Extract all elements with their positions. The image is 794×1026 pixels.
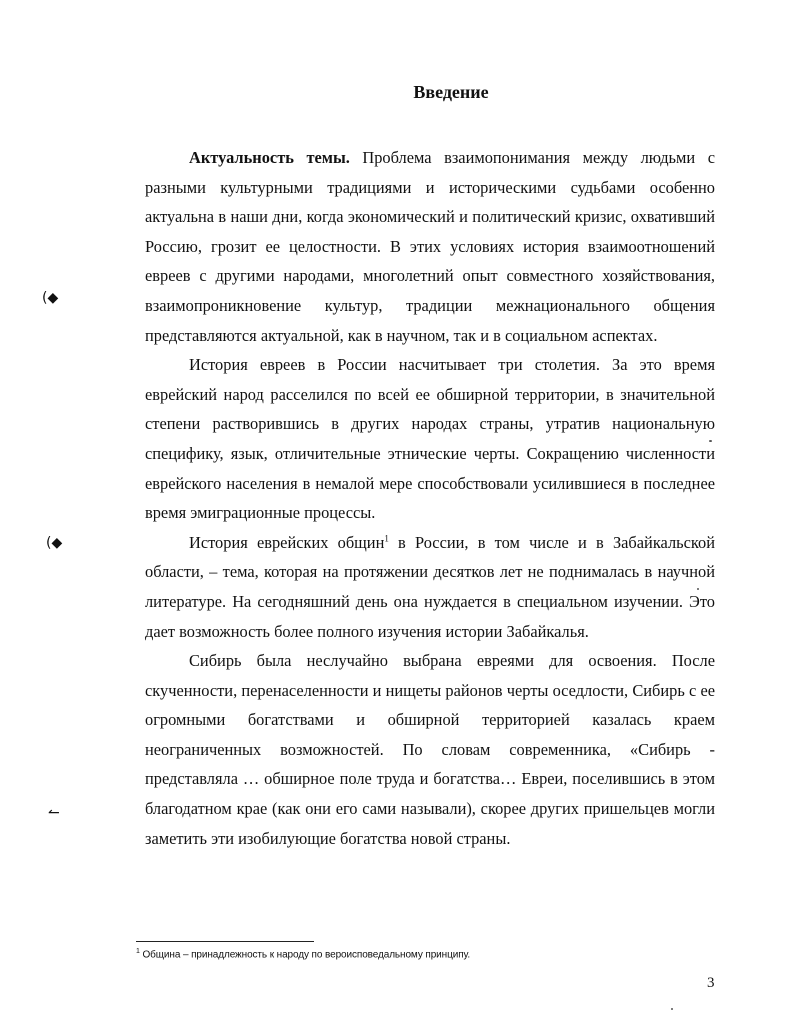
margin-mark-icon: (◆ (42, 290, 59, 306)
paragraph-history (145, 350, 715, 528)
paragraph-text: История еврейских общин (189, 532, 385, 552)
footnote-reference: 1 (384, 533, 389, 544)
page-title: Введение (413, 82, 489, 102)
paragraph-text: Сибирь была неслучайно выбрана евреями для освоения. После скученности, перенаселенности и нищеты районов черты оседлости, Сибирь с ее огромными богатствами и обширной территорией казалась краем неограниченных возможностей. По словам современника, «Сибирь - представляла … обширное поле труда и богатства… Евреи, поселившись в этом благодатном крае (как они его сами называли), скорее других пришельцев могли заметить эти изобилующие богатства новой страны. (145, 651, 715, 848)
margin-mark-icon: (◆ (46, 535, 63, 551)
paragraph-siberia (145, 646, 715, 853)
footnote (136, 948, 696, 960)
footnote-text: Община – принадлежность к народу по вероисповедальному принципу. (139, 949, 471, 961)
scan-speck (671, 1008, 673, 1010)
footnote-divider (136, 941, 314, 942)
scan-speck (709, 440, 712, 442)
margin-mark-icon: ↼ (48, 805, 60, 821)
paragraph-text: Проблема взаимопонимания между людьми с разными культурными традициями и историческими судьбами особенно актуальна в наши дни, когда экономический и политический кризис, охвативший Россию, грозит ее целостности. В этих условиях история взаимоотношений евреев с другими народами, многолетний опыт совместного хозяйствования, взаимопроникновение культур, традиции межнационального общения представляются актуальной, как в научном, так и в социальном аспектах. (145, 148, 715, 345)
body-text (145, 143, 715, 853)
paragraph-lead-bold: Актуальность темы. (189, 148, 350, 167)
paragraph-relevance (145, 143, 715, 350)
scan-speck (697, 588, 699, 590)
page-number: 3 (707, 975, 715, 991)
paragraph-text: в России, в том числе и в Забайкальской области, – тема, которая на протяжении десятков лет не поднималась в научной литературе. На сегодняшний день она нуждается в специальном изучении. Это дает возможность более полного изучения истории Забайкалья. (145, 532, 715, 641)
footnote-marker: 1 (136, 948, 140, 955)
paragraph-communities (145, 528, 715, 646)
paragraph-text: История евреев в России насчитывает три столетия. За это время еврейский народ расселился по всей ее обширной территории, в значительной степени растворившись в других народах страны, утратив национальную специфику, язык, отличительные этнические черты. Сокращению численности еврейского населения в немалой мере способствовали усилившиеся в последнее время эмиграционные процессы. (145, 355, 715, 523)
